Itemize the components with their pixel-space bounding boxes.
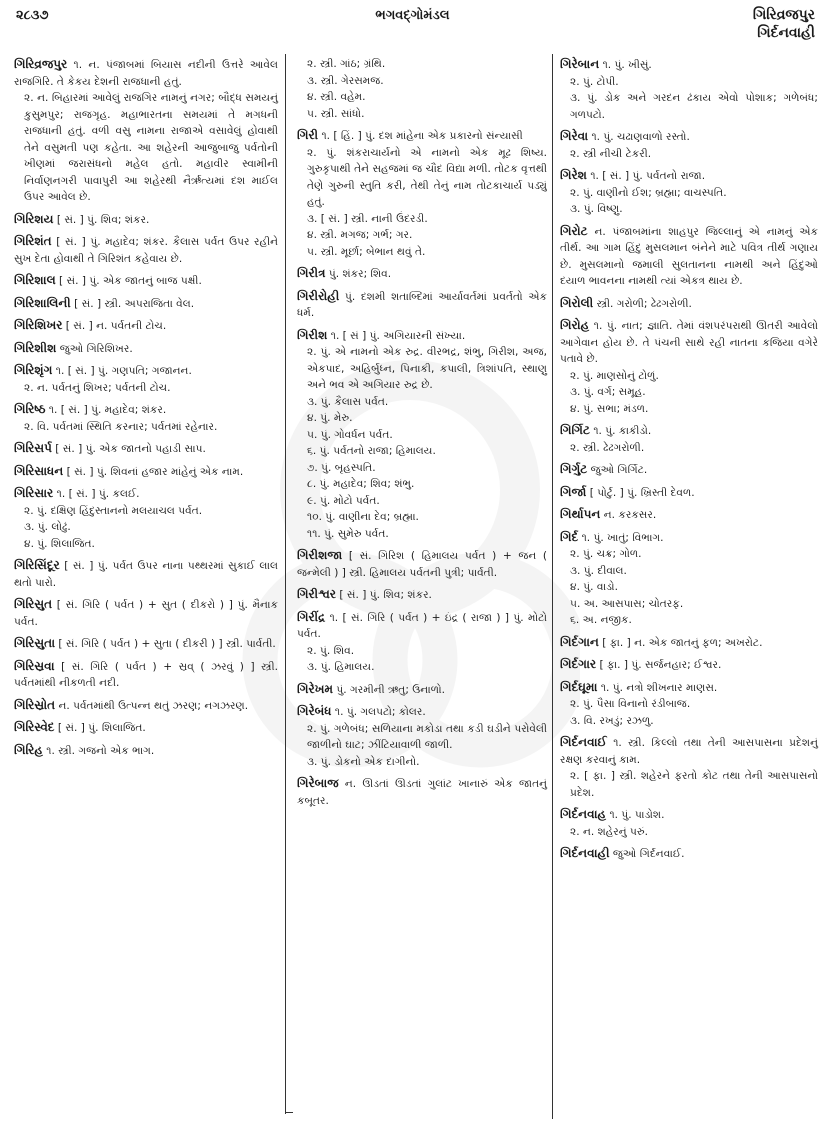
entry-definition: જુઓ ગિર્ગિટ. <box>590 464 648 476</box>
entry-headword: ગિરેખમ <box>297 681 334 696</box>
entry-sense: ૨. સ્ત્રી નીચી ટેકરી. <box>570 147 652 160</box>
entry-sense: ૩. પું. ડોક અને ગરદન ઢંકાય એવો પોશાક; ગળેબંધ; ગળપટો. <box>570 92 818 121</box>
entry-headword: ગિરીરોહી <box>297 288 340 303</box>
entry-headword: ગિરિશંત <box>14 234 52 248</box>
dictionary-entry <box>560 506 818 524</box>
entry-definition: જુઓ ગિર્દનવાઈ. <box>612 848 685 860</box>
entry-headword: ગિરિસુતા <box>14 636 56 650</box>
entry-sense: ૨. પું. શંકરાચાર્યનો એ નામનો એક મૂઢ શિષ્ય. ગુરુકૃપાથી તેને સહજમાં જ ચૌદ વિદ્યા મળી. તોટક વૃત્તથી તેણે ગુરુની સ્તુતિ કરી, તેથી તેનું નામ તોટકાચાર્ય પડ્યું હતું. <box>307 146 547 208</box>
entry-headword: ગિરેવા <box>560 129 589 143</box>
dictionary-entry <box>560 806 818 840</box>
entry-definition: પું. ગરમીની ઋતુ; ઉનાળો. <box>336 683 446 696</box>
entry-definition: જુઓ ગિરિશિખર. <box>59 342 133 355</box>
entry-headword: ગિર્ગુટ <box>560 462 588 476</box>
dictionary-entry <box>297 609 547 676</box>
entry-headword: ગિરોલી <box>560 295 594 310</box>
entry-headword: ગિર્દગાર <box>560 657 597 671</box>
dictionary-entry <box>297 288 547 322</box>
entry-headword: ગિરિસાર <box>14 486 54 500</box>
dictionary-entry <box>14 635 278 653</box>
entry-definition: [ સં. ] ન. પર્વતની ટોચ. <box>65 320 167 332</box>
dictionary-entry <box>14 317 278 335</box>
entry-definition: [ સં. ] પું. એક જાતનું બાજ પક્ષી. <box>59 275 202 287</box>
entry-sense: ૩. પું. લોઢું. <box>24 521 71 533</box>
dictionary-entry <box>297 547 547 581</box>
entry-sense: ૧૧. પું. સુમેરુ પર્વત. <box>307 527 389 540</box>
entry-definition: પું. દશમી શતાબ્દિમાં આર્યાવર્તમાં પ્રવર્તતો એક ધર્મ. <box>297 290 548 319</box>
entry-headword: ગિર્દનવાહ <box>560 807 607 821</box>
dictionary-entry <box>14 233 278 267</box>
entry-headword: ગિરિશાલ <box>14 273 56 287</box>
entry-headword: ગિરિસ્વેદ <box>14 720 55 734</box>
entry-definition: [ ફા. ] ન. એક જાતનું ફળ; અખરોટ. <box>602 636 763 649</box>
entry-definition: [ સં. ગિરિ ( પર્વત ) + સ્રવ્ ( ઝરવું ) ] સ્ત્રી. પર્વતમાંથી નીકળતી નદી. <box>14 660 278 689</box>
entry-definition: ૧. [ સં. ] પું. કલઈ. <box>56 488 140 500</box>
entry-definition: [ સં. ] પું. શિવ; શંકર. <box>56 213 150 226</box>
page-number: ૨૮૩૭ <box>16 8 49 23</box>
dictionary-entry <box>560 734 818 801</box>
guide-word-last: ગિર્દનવાહી <box>757 25 815 41</box>
entry-headword: ગિરેશ <box>560 168 587 182</box>
dictionary-entry <box>14 211 278 229</box>
entry-sense: ૩. પું. વર્ગ; સમૂહ. <box>570 386 646 398</box>
column-3 <box>560 56 818 868</box>
dictionary-entry <box>14 440 278 458</box>
entry-definition: ૧. પું. કાકીડો. <box>593 425 652 437</box>
dictionary-entry <box>14 485 278 552</box>
entry-sense: ૨. પું. શિવ. <box>307 644 355 657</box>
dictionary-entry <box>297 703 547 770</box>
entry-definition: ૧. પું. ગલપટો; કોલર. <box>334 706 426 718</box>
entry-headword: ગિર્દગાન <box>560 634 599 649</box>
dictionary-entry <box>14 340 278 358</box>
entry-sense: ૨. પું. એ નામનો એક રુદ્ર. વીરભદ્ર, શંભુ, ગિરીશ, અજ, એકપાદ, અહિર્બુધ્ન, પિનાકી, કપાલી, ત્રિશાંપતિ, સ્થાણુ અને ભવ એ અગિયાર રુદ્ર છે. <box>307 346 547 391</box>
dictionary-entry <box>14 658 278 692</box>
entry-sense: ૨. સ્ત્રી. ઢેઢગરોળી. <box>570 441 645 454</box>
entry-headword: ગિરિસુત <box>14 597 53 611</box>
entry-headword: ગિરેબંધ <box>297 704 332 718</box>
dictionary-entry <box>560 634 818 652</box>
dictionary-entry <box>560 484 818 502</box>
entry-definition: સ્ત્રી. ગરોળી; ઢેઢગરોળી. <box>596 297 692 310</box>
entry-headword: ગિરીશજા <box>297 548 343 562</box>
dictionary-entry <box>560 529 818 629</box>
entry-sense: ૪. પું. શિલાજિત. <box>24 537 95 550</box>
entry-sense: ૭. પું. બૃહસ્પતિ. <box>307 461 376 474</box>
entry-headword: ગિરિસાધન <box>14 463 64 478</box>
entry-sense: ૩. પું. કૈલાસ પર્વત. <box>307 395 389 408</box>
entry-sense: ૪. પું. સભા; મંડળ. <box>570 402 649 415</box>
entry-definition: [ ફા. ] પું. સર્જનહાર; ઈશ્વર. <box>599 659 722 671</box>
dictionary-entry <box>560 167 818 218</box>
entry-sense: ૫. અ. આસપાસ; ચોતરફ. <box>570 597 684 610</box>
entry-headword: ગિરિવ્રજપુર <box>14 57 68 71</box>
entry-sense: ૩. પું. વિષ્ણુ. <box>570 203 623 215</box>
entry-sense: ૨. સ્ત્રી. ગાંઠ; ગ્રંથિ. <box>307 58 386 70</box>
entry-definition: ૧. પું. ખાતું; વિભાગ. <box>581 531 664 544</box>
entry-headword: ગિરેબાજ <box>297 776 339 790</box>
entry-definition: ન. પર્વતમાંથી ઉત્પન્ન થતું ઝરણ; નગઝરણ. <box>58 699 249 712</box>
entry-sense: ૨. પું. વાણીનો ઈશ; બ્રહ્મા; વાચસ્પતિ. <box>570 186 727 199</box>
entry-sense: ૮. પું. મહાદેવ; શિવ; શંભુ. <box>307 478 415 490</box>
entry-headword: ગિરિસર્પ <box>14 441 52 455</box>
dictionary-entry <box>297 681 547 699</box>
entry-definition: ૧. ન. પંજાબમાં બિયાસ નદીની ઉત્તરે આવેલ રાજગિરિ. તે કેકય દેશની રાજધાની હતું. <box>14 59 278 88</box>
entry-definition: [ સં. ] પું. શિલાજિત. <box>57 722 146 734</box>
entry-sense: ૧૦. પું. વાણીના દેવ; બ્રહ્મા. <box>307 511 419 523</box>
column-divider <box>552 54 553 1119</box>
entry-headword: ગિર્દઘૂમા <box>560 679 598 694</box>
dictionary-entry <box>297 265 547 283</box>
dictionary-entry <box>560 56 818 123</box>
entry-sense: ૫. પું. ગોવર્ધન પર્વત. <box>307 428 393 441</box>
dictionary-entry <box>14 401 278 435</box>
entry-sense: ૨. પું. દક્ષિણ હિંદુસ્તાનનો મલયાચલ પર્વત. <box>24 504 203 517</box>
entry-headword: ગિર્દનવાહી <box>560 846 610 860</box>
entry-definition: [ સં. ] સ્ત્રી. અપરાજિતા વેલ. <box>74 297 195 310</box>
entry-sense: ૫. સ્ત્રી. સાંધો. <box>307 107 365 120</box>
entry-sense: ૨. [ ફા. ] સ્ત્રી. શહેરને ફરતો કોટ તથા તેની આસપાસનો પ્રદેશ. <box>570 770 818 799</box>
entry-sense: ૪. સ્ત્રી. મગજ; ગર્ભ; ગર. <box>307 229 413 241</box>
entry-definition: [ પોર્ટુ. ] પું. ખ્રિસ્તી દેવળ. <box>589 486 695 499</box>
dictionary-entry <box>14 463 278 481</box>
entry-definition: ૧. [ સં. ] પું. ગણપતિ; ગજાનન. <box>55 365 192 377</box>
entry-sense: ૨. પું. ટોપી. <box>570 75 619 88</box>
entry-definition: ૧. પું. ચઢાણવાળો રસ્તો. <box>591 131 690 143</box>
entry-sense: ૩. પું. ડોકનો એક દાગીનો. <box>307 755 420 768</box>
entry-headword: ગિરેબાન <box>560 57 600 71</box>
entry-sense: ૨. પું. ગળેબંધ; સળિયાના મકોડા તથા કડી ઘડીને પરોવેલી જાળીનો ઘાટ; ઝીંટિયાવાળી જાળી. <box>307 722 547 751</box>
entry-headword: ગિરોટ <box>560 223 588 238</box>
entry-sense: ૨. પું. માણસોનું ટોળું. <box>570 369 659 382</box>
running-title: ભગવદ્ગોમંડલ <box>375 8 450 23</box>
entry-definition: ૧. સ્ત્રી. કિલ્લો તથા તેની આસપાસના પ્રદેશનું રક્ષણ કરવાનું કામ. <box>560 737 818 766</box>
entry-headword: ગિરીશ્વર <box>297 587 337 601</box>
entry-sense: ૩. વિ. રખડું; રઝળુ. <box>570 714 654 727</box>
entry-definition: [ સં. ] પું. શિવનાં હજાર માંહેનું એક નામ. <box>66 465 244 478</box>
entry-headword: ગિરીત્ર <box>297 266 326 280</box>
dictionary-entry <box>560 679 818 730</box>
dictionary-entry <box>560 317 818 417</box>
dictionary-entry <box>560 422 818 456</box>
entry-headword: ગિરિષ્ઠ <box>14 402 46 416</box>
dictionary-entry <box>14 272 278 290</box>
entry-definition: પું. શંકર; શિવ. <box>328 268 392 280</box>
entry-headword: ગિરોહ <box>560 318 590 332</box>
entry-headword: ગિર્ગિટ <box>560 423 590 437</box>
dictionary-entry <box>297 586 547 604</box>
entry-headword: ગિર્દનવાઈ <box>560 735 607 749</box>
dictionary-entry <box>14 362 278 396</box>
dictionary-entry <box>297 127 547 260</box>
entry-headword: ગિરિસ્રવા <box>14 658 55 673</box>
dictionary-entry <box>297 327 547 543</box>
dictionary-entry <box>14 557 278 591</box>
entry-headword: ગિરિશાલિની <box>14 295 71 310</box>
entry-definition: [ સં. ] પું. શિવ; શંકર. <box>339 589 432 601</box>
entry-definition: ન. ઊડતાં ઊડતાં ગુલાંટ ખાનારું એક જાતનું કબૂતર. <box>297 778 547 807</box>
dictionary-entry <box>14 742 278 760</box>
entry-sense: ૬. અ. નજીક. <box>570 614 632 626</box>
dictionary-entry <box>297 775 547 809</box>
entry-sense: ૩. પું. હિમાલય. <box>307 661 375 673</box>
dictionary-entry <box>297 56 547 122</box>
column-1 <box>14 56 278 764</box>
entry-sense: ૫. સ્ત્રી. મૂર્છા; બેભાન થવું તે. <box>307 245 426 258</box>
entry-definition: [ સં. ] પું. પર્વત ઉપર નાના પથ્થરમાં સુકાઈ લાલ થતો પારો. <box>14 560 278 589</box>
entry-definition: ૧. [ સં ] પું. અગિયારની સંખ્યા. <box>330 329 466 342</box>
dictionary-entry <box>14 56 278 206</box>
entry-sense: ૨. ન. પર્વતનું શિખર; પર્વતની ટોચ. <box>24 381 171 394</box>
entry-headword: ગિરિશીશ <box>14 340 57 355</box>
entry-definition: [ સં. ગિરિ ( પર્વત ) + સુતા ( દીકરી ) ] સ્ત્રી. પાર્વતી. <box>58 638 276 650</box>
entry-definition: ૧. [ સં. ] પું. પર્વતનો રાજા. <box>590 170 706 182</box>
entry-definition: [ સં. ] પું. મહાદેવ; શંકર. કૈલાસ પર્વત ઉપર રહીને સુખ દેતા હોવાથી તે ગિરિશંત કહેવાય છે. <box>14 236 278 265</box>
entry-sense: ૩. [ સં. ] સ્ત્રી. નાની ઉંદરડી. <box>307 212 428 225</box>
entry-sense: ૨. ન. બિહારમાં આવેલું રાજગિર નામનું નગર; બૌદ્ધ સમયનું કુસુમપુર; રાજગૃહ. મહાભારતના સમયમાં તે મગધની રાજધાની હતું. વળી વસુ નામના રાજાએ વસાવેલું હોવાથી તેને વસુમતી પણ કહેતા. આ શહેરની આજુબાજુ પર્વતોની ખીણમાં જરાસંધનો મહેલ હતો. મહાવીર સ્વામીની નિર્વાણનગરી પાવાપુરી આ શહેરથી નૈર્ઋત્યમાં દશ માઈલ ઉપર આવેલ છે. <box>24 92 278 203</box>
entry-headword: ગિર્જા <box>560 484 587 499</box>
entry-sense: ૨. ન. શહેરનું પરું. <box>570 825 649 838</box>
entry-headword: ગિરિશિખર <box>14 318 63 332</box>
column-divider <box>285 54 286 1114</box>
entry-definition: ૧. [ સં. ગિરિ ( પર્વત ) + ઇંદ્ર ( રાજા ) ] પું. મોટો પર્વત. <box>297 611 547 640</box>
entry-sense: ૩. સ્ત્રી. ગેરસમજ. <box>307 74 384 87</box>
entry-headword: ગિરિહ <box>14 742 43 757</box>
entry-definition: ૧. [ હિં. ] પું. દશ માંહેના એક પ્રકારનો સંન્યાસી <box>321 130 523 142</box>
column-2 <box>297 56 547 814</box>
entry-headword: ગિરીંદ્ર <box>297 609 326 624</box>
entry-sense: ૨. વિ. પર્વતમાં સ્થિતિ કરનાર; પર્વતમાં રહેનાર. <box>24 420 218 433</box>
dictionary-columns <box>0 52 825 1122</box>
column-divider-hook <box>285 1112 293 1113</box>
dictionary-entry <box>560 223 818 290</box>
entry-headword: ગિરિશય <box>14 211 54 226</box>
entry-headword: ગિરિસિંદૂર <box>14 558 60 572</box>
entry-definition: ૧. સ્ત્રી. ગજનો એક ભાગ. <box>46 744 155 757</box>
entry-definition: [ સં. ગિરિ ( પર્વત ) + સુત ( દીકરો ) ] પું. મૈનાક પર્વત. <box>14 599 278 628</box>
entry-definition: ૧. [ સં. ] પું. મહાદેવ; શંકર. <box>48 404 167 416</box>
entry-definition: ૧. પું. પાડોશ. <box>609 809 665 821</box>
entry-definition: ન. પંજાબમાંના શાહપુર જિલ્લાનું એ નામનું એક તીર્થ. આ ગામ હિંદુ મુસલમાન બંનેને માટે પવિત્ર તીર્થ ગણાય છે. મુસલમાનો જમાલી સુલતાનના નામથી અને હિંદુઓ દયાળ ભાવનના નામથી ત્યાં એકત્ર થાય છે. <box>560 225 819 287</box>
entry-definition: ૧. પું. ખીસું. <box>602 59 652 71</box>
dictionary-entry <box>14 295 278 313</box>
guide-words <box>753 6 815 42</box>
entry-definition: ન. કરકસર. <box>603 509 657 521</box>
entry-sense: ૯. પું. મોટો પર્વત. <box>307 494 380 507</box>
entry-headword: ગિરિશૃંગ <box>14 363 53 377</box>
entry-sense: ૪. પું. વાડો. <box>570 581 618 593</box>
entry-headword: ગિરીશ <box>297 327 328 342</box>
entry-sense: ૪. સ્ત્રી. વહેમ. <box>307 91 366 103</box>
entry-headword: ગિર્થાપન <box>560 507 601 521</box>
entry-sense: ૨. પું. ચક્ર; ગોળ. <box>570 548 642 560</box>
entry-definition: ૧. પું. નાત; જ્ઞાતિ. તેમાં વંશપરંપરાથી ઊતરી આવેલો આગેવાન હોય છે. તે પંચની સાથે રહી નાતના કજિયા વગેરે પતાવે છે. <box>560 320 818 365</box>
dictionary-entry <box>14 596 278 630</box>
entry-sense: ૩. પું. દીવાલ. <box>570 564 627 577</box>
entry-headword: ગિર્દ <box>560 529 579 544</box>
entry-sense: ૪. પું. મેરુ. <box>307 412 353 424</box>
entry-headword: ગિરિસ્રોત <box>14 697 56 712</box>
dictionary-entry <box>560 128 818 162</box>
dictionary-entry <box>560 461 818 479</box>
entry-definition: [ સં. ] પું. એક જાતનો પહાડી સાપ. <box>55 443 206 455</box>
page-header <box>0 0 825 52</box>
dictionary-entry <box>560 845 818 863</box>
dictionary-entry <box>14 697 278 715</box>
guide-word-first: ગિરિવ્રજપુર <box>752 7 815 23</box>
entry-definition: [ સં. ગિરિશ ( હિમાલય પર્વત ) + જન ( જન્મેલી ) ] સ્ત્રી. હિમાલય પર્વતની પુત્રી; પાર્વતી. <box>297 550 547 579</box>
entry-headword: ગિરી <box>297 128 319 142</box>
dictionary-entry <box>560 295 818 313</box>
dictionary-entry <box>560 656 818 674</box>
dictionary-entry <box>14 719 278 737</box>
entry-sense: ૨. પું. પૈસા વિનાનો રંડીબાજ. <box>570 698 691 710</box>
entry-sense: ૬. પું. પર્વતનો રાજા; હિમાલય. <box>307 445 436 457</box>
entry-definition: ૧. પું. નત્રો શીખનાર માણસ. <box>600 681 718 694</box>
